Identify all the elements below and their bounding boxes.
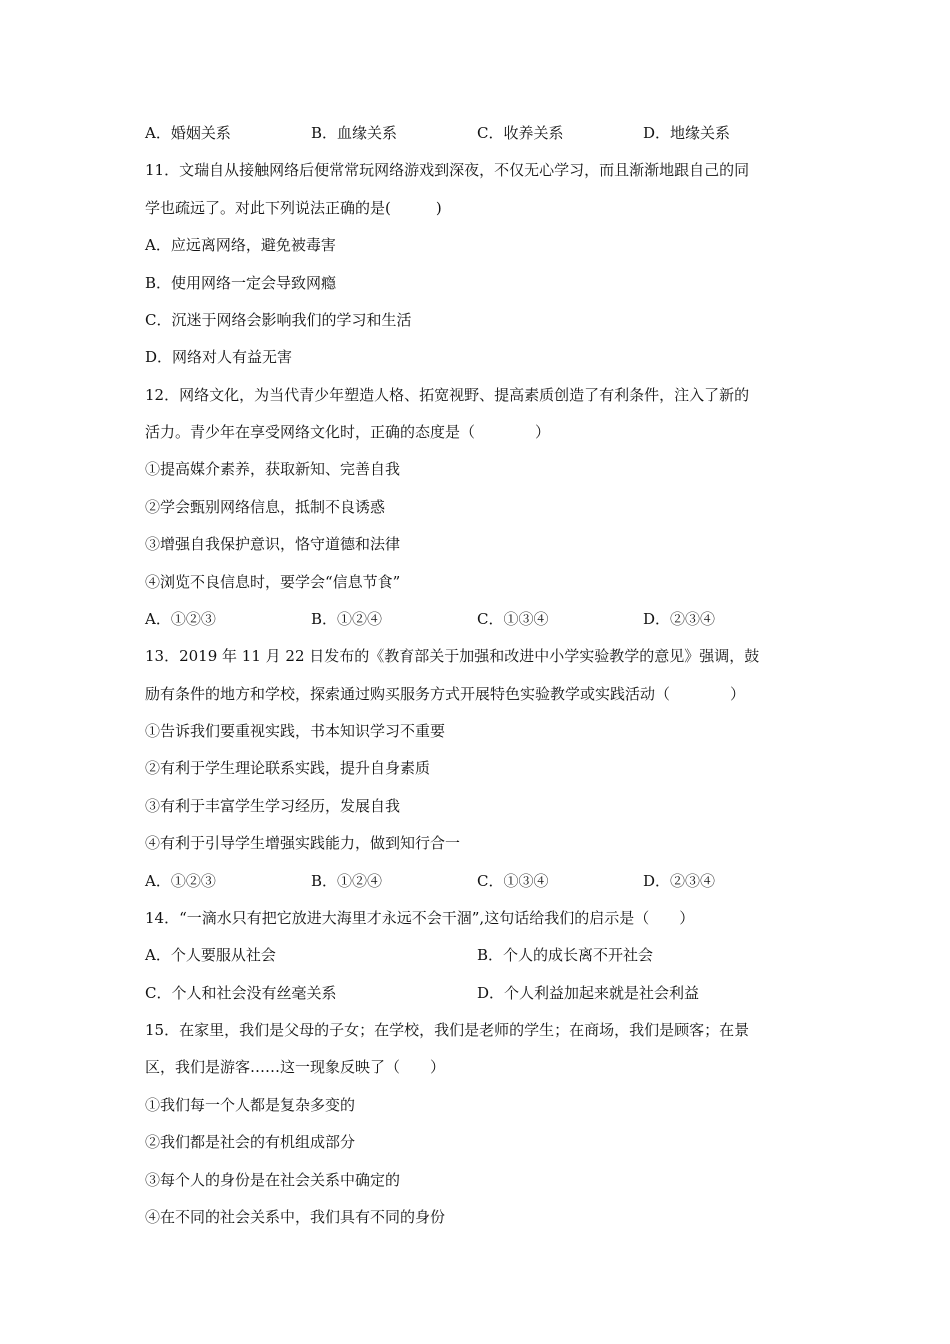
q15-statement-1: ①我们每一个人都是复杂多变的 — [145, 1096, 356, 1114]
q13-options — [145, 871, 810, 891]
q11-stem-line1: 11．文瑞自从接触网络后便常常玩网络游戏到深夜，不仅无心学习，而且渐渐地跟自己的同 — [145, 161, 750, 179]
q10-option-a: A．婚姻关系 — [145, 124, 231, 142]
q15-statement-3: ③每个人的身份是在社会关系中确定的 — [145, 1171, 401, 1189]
q13-option-b: B．①②④ — [311, 872, 383, 890]
q12-statement-2: ②学会甄别网络信息，抵制不良诱惑 — [145, 498, 386, 516]
q10-option-d: D．地缘关系 — [643, 124, 731, 142]
q13-option-d: D．②③④ — [643, 872, 716, 890]
q13-option-c: C．①③④ — [477, 872, 549, 890]
q14-option-b: B．个人的成长离不开社会 — [477, 946, 654, 964]
q13-statement-1: ①告诉我们要重视实践，书本知识学习不重要 — [145, 722, 446, 740]
q13-stem-line2: 励有条件的地方和学校，探索通过购买服务方式开展特色实验教学或实践活动（ ） — [145, 685, 746, 703]
q14-options-row2 — [145, 983, 810, 1003]
q15-statement-4: ④在不同的社会关系中，我们具有不同的身份 — [145, 1208, 446, 1226]
q15-statement-2: ②我们都是社会的有机组成部分 — [145, 1133, 356, 1151]
q12-stem-line2: 活力。青少年在享受网络文化时，正确的态度是（ ） — [145, 423, 551, 441]
q11-option-c: C．沉迷于网络会影响我们的学习和生活 — [145, 311, 412, 329]
q13-stem-line1: 13．2019 年 11 月 22 日发布的《教育部关于加强和改进中小学实验教学的意见》强调，鼓 — [145, 647, 760, 665]
q13-statement-4: ④有利于引导学生增强实践能力，做到知行合一 — [145, 834, 461, 852]
q12-stem-line1: 12．网络文化，为当代青少年塑造人格、拓宽视野、提高素质创造了有利条件，注入了新的 — [145, 386, 750, 404]
q12-option-a: A．①②③ — [145, 610, 216, 628]
q13-statement-2: ②有利于学生理论联系实践，提升自身素质 — [145, 759, 431, 777]
q12-option-b: B．①②④ — [311, 610, 383, 628]
q15-stem-line2: 区，我们是游客……这一现象反映了（ ） — [145, 1058, 446, 1076]
q14-stem-line1: 14．“一滴水只有把它放进大海里才永远不会干涸”,这句话给我们的启示是（ ） — [145, 909, 695, 927]
q12-options — [145, 609, 810, 629]
q10-option-c: C．收养关系 — [477, 124, 564, 142]
q13-option-a: A．①②③ — [145, 872, 216, 890]
q12-option-c: C．①③④ — [477, 610, 549, 628]
q11-option-a: A．应远离网络，避免被毒害 — [145, 236, 336, 254]
q14-option-d: D．个人利益加起来就是社会利益 — [477, 984, 700, 1002]
q11-option-d: D．网络对人有益无害 — [145, 348, 293, 366]
q12-statement-3: ③增强自我保护意识，恪守道德和法律 — [145, 535, 401, 553]
q14-option-c: C．个人和社会没有丝毫关系 — [145, 984, 337, 1002]
q12-statement-1: ①提高媒介素养，获取新知、完善自我 — [145, 460, 401, 478]
q10-option-b: B．血缘关系 — [311, 124, 398, 142]
q13-statement-3: ③有利于丰富学生学习经历，发展自我 — [145, 797, 401, 815]
q12-option-d: D．②③④ — [643, 610, 716, 628]
q15-stem-line1: 15．在家里，我们是父母的子女；在学校，我们是老师的学生；在商场，我们是顾客；在景 — [145, 1021, 750, 1039]
q14-options-row1 — [145, 945, 810, 965]
q10-options — [145, 123, 810, 143]
q14-option-a: A．个人要服从社会 — [145, 946, 276, 964]
q12-statement-4: ④浏览不良信息时，要学会“信息节食” — [145, 573, 401, 591]
q11-stem-line2: 学也疏远了。对此下列说法正确的是( ) — [145, 199, 442, 217]
q11-option-b: B．使用网络一定会导致网瘾 — [145, 274, 337, 292]
